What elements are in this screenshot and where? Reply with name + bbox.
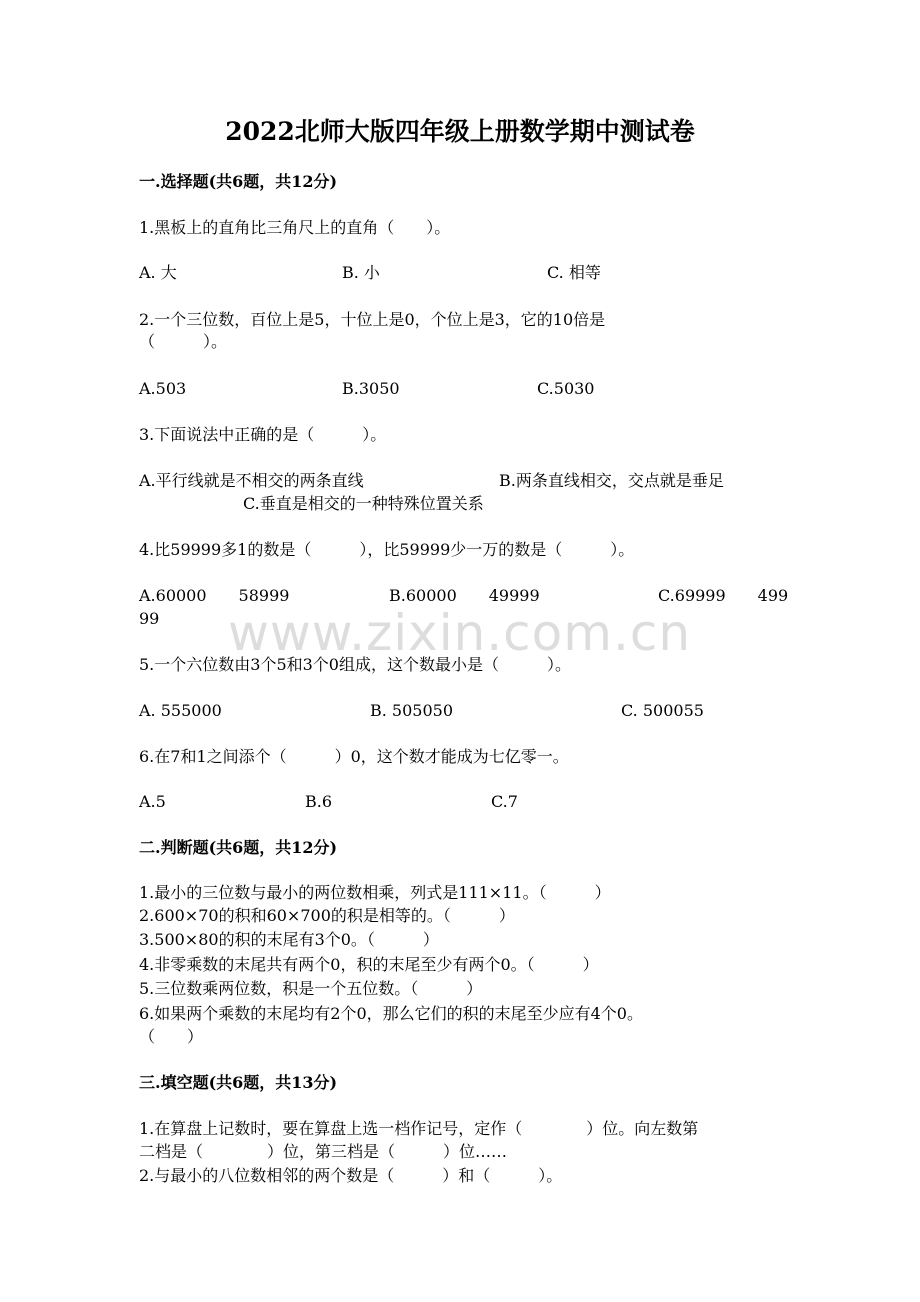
- option-c-cont: 99: [139, 609, 160, 628]
- option-b: B.3050: [342, 379, 400, 398]
- option-b: B. 505050: [370, 701, 454, 720]
- list-item: 2.600×70的积和60×700的积是相等的。（ ）: [139, 906, 515, 925]
- option-a: A.平行线就是不相交的两条直线: [139, 471, 364, 490]
- list-item-cont: 二档是（ ）位，第三档是（ ）位……: [139, 1142, 508, 1161]
- section-heading-fill: 三.填空题(共6题，共13分): [139, 1073, 338, 1092]
- question-text: 1.黑板上的直角比三角尺上的直角（ ）。: [139, 218, 451, 237]
- question-text-cont: （ ）。: [139, 332, 228, 351]
- list-item: 1.最小的三位数与最小的两位数相乘，列式是111×11。（ ）: [139, 883, 611, 902]
- list-item: 1.在算盘上记数时，要在算盘上选一档作记号，定作（ ）位。向左数第: [139, 1119, 699, 1138]
- question-text: 2.一个三位数，百位上是5，十位上是0，个位上是3，它的10倍是: [139, 310, 606, 329]
- question-text: 3.下面说法中正确的是（ ）。: [139, 425, 387, 444]
- option-a: A.60000 58999: [139, 586, 290, 605]
- option-c: C.垂直是相交的一种特殊位置关系: [243, 494, 484, 513]
- question-text: 5.一个六位数由3个5和3个0组成，这个数最小是（ ）。: [139, 655, 571, 674]
- option-a: A. 大: [139, 263, 177, 282]
- option-a: A.503: [139, 379, 187, 398]
- option-c: C.69999 499: [658, 586, 789, 605]
- question-text: 4.比59999多1的数是（ ），比59999少一万的数是（ ）。: [139, 540, 635, 559]
- option-b: B.6: [305, 792, 333, 811]
- list-item: 2.与最小的八位数相邻的两个数是（ ）和（ ）。: [139, 1166, 563, 1185]
- page-title: 2022北师大版四年级上册数学期中测试卷: [225, 117, 695, 146]
- list-item: 6.如果两个乘数的末尾均有2个0，那么它们的积的末尾至少应有4个0。: [139, 1004, 643, 1023]
- list-item-cont: （ ）: [139, 1027, 204, 1046]
- list-item: 5.三位数乘两位数，积是一个五位数。（ ）: [139, 979, 483, 998]
- option-c: C. 相等: [547, 263, 601, 282]
- option-b: B.60000 49999: [389, 586, 540, 605]
- option-c: C. 500055: [621, 701, 704, 720]
- section-heading-judge: 二.判断题(共6题，共12分): [139, 838, 338, 857]
- watermark: www.zixin.com.cn: [228, 604, 692, 662]
- option-a: A. 555000: [139, 701, 222, 720]
- section-heading-choice: 一.选择题(共6题，共12分): [139, 172, 338, 191]
- question-text: 6.在7和1之间添个（ ）0，这个数才能成为七亿零一。: [139, 747, 569, 766]
- list-item: 3.500×80的积的末尾有3个0。（ ）: [139, 930, 439, 949]
- option-a: A.5: [139, 792, 166, 811]
- option-c: C.7: [491, 792, 518, 811]
- option-b: B. 小: [342, 263, 380, 282]
- option-c: C.5030: [537, 379, 595, 398]
- option-b: B.两条直线相交，交点就是垂足: [499, 471, 724, 490]
- list-item: 4.非零乘数的末尾共有两个0，积的末尾至少有两个0。（ ）: [139, 955, 599, 974]
